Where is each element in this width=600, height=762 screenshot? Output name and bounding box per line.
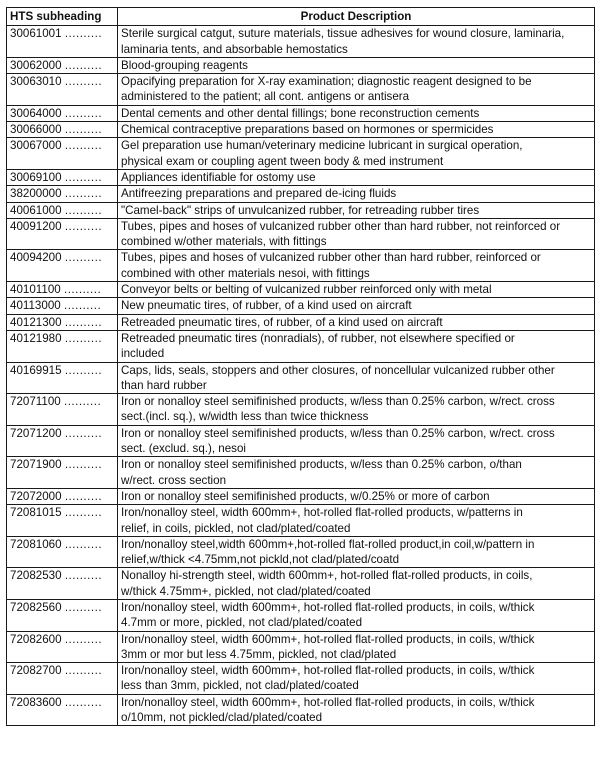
product-description-line: Iron or nonalloy steel semifinished products, w/less than 0.25% carbon, w/rect. cross — [121, 395, 555, 409]
product-description-cell — [118, 202, 595, 218]
hts-code-cell — [7, 394, 118, 426]
hts-code-cell — [7, 488, 118, 504]
product-description-cell — [118, 457, 595, 489]
dot-leader: .......... — [64, 537, 103, 551]
hts-product-table — [6, 7, 595, 726]
hts-code: 72083600 — [10, 695, 62, 709]
product-description-cell — [118, 57, 595, 73]
hts-code: 72082530 — [10, 569, 62, 583]
product-description-line: than hard rubber — [121, 378, 207, 392]
dot-leader: .......... — [64, 58, 103, 72]
table-row — [7, 694, 595, 726]
product-description-cell — [118, 362, 595, 394]
column-header-hts-subheading: HTS subheading — [7, 8, 118, 26]
dot-leader: .......... — [64, 203, 103, 217]
column-header-product-description: Product Description — [118, 8, 595, 26]
product-description-cell — [118, 122, 595, 138]
product-description-cell — [118, 505, 595, 537]
table-row — [7, 394, 595, 426]
hts-code: 30064000 — [10, 106, 62, 120]
product-description-line: Blood-grouping reagents — [121, 58, 248, 72]
product-description-line: relief,w/thick <4.75mm,not pickld,not clad/plated/coatd — [121, 553, 400, 567]
product-description-cell — [118, 169, 595, 185]
product-description-line: New pneumatic tires, of rubber, of a kind used on aircraft — [121, 299, 412, 313]
hts-code-cell — [7, 599, 118, 631]
product-description-cell — [118, 631, 595, 663]
table-row — [7, 362, 595, 394]
table-row — [7, 314, 595, 330]
product-description-cell — [118, 425, 595, 457]
table-row — [7, 282, 595, 298]
table-row — [7, 568, 595, 600]
dot-leader: .......... — [64, 695, 103, 709]
product-description-line: combined w/other materials, with fittings — [121, 235, 327, 249]
hts-code-cell — [7, 330, 118, 362]
product-description-cell — [118, 394, 595, 426]
hts-code-cell — [7, 57, 118, 73]
dot-leader: .......... — [64, 426, 103, 440]
hts-code-cell — [7, 568, 118, 600]
hts-code-cell — [7, 362, 118, 394]
hts-code: 40061000 — [10, 203, 62, 217]
product-description-cell — [118, 536, 595, 568]
product-description-line: Tubes, pipes and hoses of vulcanized rubber other than hard rubber, reinforced or — [121, 251, 541, 265]
table-row — [7, 298, 595, 314]
product-description-line: Chemical contraceptive preparations based on hormones or spermicides — [121, 123, 494, 137]
hts-code-cell — [7, 74, 118, 106]
table-row — [7, 218, 595, 250]
hts-code-cell — [7, 505, 118, 537]
product-description-line: Dental cements and other dental fillings; bone reconstruction cements — [121, 106, 480, 120]
product-description-line: Iron or nonalloy steel semifinished products, w/0.25% or more of carbon — [121, 489, 490, 503]
product-description-line: Tubes, pipes and hoses of vulcanized rubber other than hard rubber, not reinforced or — [121, 219, 561, 233]
hts-code: 40101100 — [10, 283, 61, 297]
table-row — [7, 105, 595, 121]
product-description-line: relief, in coils, pickled, not clad/plated/coated — [121, 521, 351, 535]
hts-code-cell — [7, 457, 118, 489]
table-row — [7, 138, 595, 170]
table-row — [7, 57, 595, 73]
product-description-line: w/rect. cross section — [121, 473, 227, 487]
dot-leader: .......... — [64, 187, 103, 201]
dot-leader: .......... — [64, 315, 103, 329]
product-description-cell — [118, 138, 595, 170]
product-description-line: Iron/nonalloy steel, width 600mm+, hot-rolled flat-rolled products, w/patterns in — [121, 506, 523, 520]
product-description-cell — [118, 488, 595, 504]
product-description-cell — [118, 330, 595, 362]
product-description-line: Iron/nonalloy steel, width 600mm+, hot-rolled flat-rolled products, in coils, w/thick — [121, 600, 535, 614]
product-description-line: Iron or nonalloy steel semifinished products, w/less than 0.25% carbon, w/rect. cross — [121, 426, 555, 440]
table-row — [7, 330, 595, 362]
hts-code-cell — [7, 26, 118, 58]
table-row — [7, 425, 595, 457]
hts-code-cell — [7, 169, 118, 185]
hts-code: 30061001 — [10, 27, 62, 41]
product-description-line: less than 3mm, pickled, not clad/plated/coated — [121, 679, 359, 693]
hts-code: 40121300 — [10, 315, 62, 329]
table-row — [7, 169, 595, 185]
table-row — [7, 122, 595, 138]
hts-code: 40091200 — [10, 219, 62, 233]
hts-code-cell — [7, 282, 118, 298]
product-description-cell — [118, 298, 595, 314]
hts-code: 72072000 — [10, 489, 62, 503]
hts-code-cell — [7, 631, 118, 663]
hts-code: 40113000 — [10, 299, 61, 313]
hts-code: 72071100 — [10, 395, 61, 409]
product-description-line: o/10mm, not pickled/clad/plated/coated — [121, 711, 323, 725]
product-description-line: administered to the patient; all cont. antigens or antisera — [121, 90, 410, 104]
dot-leader: .......... — [64, 123, 103, 137]
dot-leader: .......... — [64, 219, 103, 233]
table-header-row — [7, 8, 595, 26]
dot-leader: .......... — [64, 600, 103, 614]
product-description-cell — [118, 105, 595, 121]
product-description-line: 4.7mm or more, pickled, not clad/plated/coated — [121, 616, 363, 630]
product-description-line: Iron or nonalloy steel semifinished products, w/less than 0.25% carbon, o/than — [121, 458, 522, 472]
hts-code-cell — [7, 694, 118, 726]
hts-code: 38200000 — [10, 187, 62, 201]
dot-leader: .......... — [64, 331, 103, 345]
product-description-cell — [118, 218, 595, 250]
hts-code-cell — [7, 122, 118, 138]
product-description-cell — [118, 694, 595, 726]
hts-table-document — [6, 7, 594, 726]
hts-code: 40121980 — [10, 331, 62, 345]
hts-code: 72082560 — [10, 600, 62, 614]
product-description-cell — [118, 282, 595, 298]
product-description-line: Appliances identifiable for ostomy use — [121, 170, 316, 184]
product-description-line: Retreaded pneumatic tires (nonradials), of rubber, not elsewhere specified or — [121, 331, 515, 345]
product-description-line: Retreaded pneumatic tires, of rubber, of a kind used on aircraft — [121, 315, 443, 329]
hts-code: 72071900 — [10, 458, 62, 472]
hts-code-cell — [7, 536, 118, 568]
dot-leader: .......... — [64, 75, 103, 89]
product-description-cell — [118, 568, 595, 600]
hts-code: 72081060 — [10, 537, 62, 551]
table-row — [7, 202, 595, 218]
hts-code: 72082600 — [10, 632, 62, 646]
product-description-line: Iron/nonalloy steel, width 600mm+, hot-rolled flat-rolled products, in coils, w/thick — [121, 695, 535, 709]
dot-leader: .......... — [64, 363, 103, 377]
dot-leader: .......... — [64, 458, 103, 472]
product-description-line: Iron/nonalloy steel,width 600mm+,hot-rolled flat-rolled product,in coil,w/pattern in — [121, 537, 535, 551]
hts-code-cell — [7, 186, 118, 202]
product-description-line: laminaria tents, and absorbable hemostatics — [121, 42, 348, 56]
hts-code-cell — [7, 663, 118, 695]
product-description-line: sect.(incl. sq.), w/width less than twice thickness — [121, 410, 369, 424]
hts-code: 72071200 — [10, 426, 62, 440]
hts-code: 30062000 — [10, 58, 62, 72]
table-row — [7, 186, 595, 202]
product-description-cell — [118, 250, 595, 282]
dot-leader: .......... — [64, 489, 103, 503]
product-description-line: 3mm or mor but less 4.75mm, pickled, not clad/plated — [121, 647, 397, 661]
table-row — [7, 536, 595, 568]
product-description-line: included — [121, 347, 165, 361]
dot-leader: .......... — [64, 106, 103, 120]
hts-code: 30069100 — [10, 170, 62, 184]
hts-code: 30067000 — [10, 139, 62, 153]
product-description-cell — [118, 599, 595, 631]
hts-code: 30066000 — [10, 123, 62, 137]
dot-leader: .......... — [64, 569, 103, 583]
product-description-line: Gel preparation use human/veterinary medicine lubricant in surgical operation, — [121, 139, 523, 153]
hts-code-cell — [7, 138, 118, 170]
hts-code: 40094200 — [10, 251, 62, 265]
product-description-cell — [118, 74, 595, 106]
hts-code-cell — [7, 105, 118, 121]
hts-code-cell — [7, 202, 118, 218]
table-row — [7, 663, 595, 695]
product-description-line: combined with other materials nesoi, with fittings — [121, 266, 370, 280]
dot-leader: .......... — [64, 251, 103, 265]
table-row — [7, 505, 595, 537]
product-description-cell — [118, 26, 595, 58]
product-description-line: Conveyor belts or belting of vulcanized rubber reinforced only with metal — [121, 283, 492, 297]
table-row — [7, 631, 595, 663]
dot-leader: .......... — [64, 139, 103, 153]
dot-leader: .......... — [64, 170, 103, 184]
product-description-line: Sterile surgical catgut, suture materials, tissue adhesives for wound closure, laminaria, — [121, 27, 565, 41]
table-row — [7, 74, 595, 106]
product-description-line: sect. (exclud. sq.), nesoi — [121, 442, 247, 456]
table-row — [7, 488, 595, 504]
product-description-line: Antifreezing preparations and prepared de-icing fluids — [121, 187, 397, 201]
hts-code-cell — [7, 314, 118, 330]
product-description-line: Caps, lids, seals, stoppers and other closures, of noncellular vulcanized rubber other — [121, 363, 555, 377]
hts-code-cell — [7, 218, 118, 250]
product-description-line: Nonalloy hi-strength steel, width 600mm+, hot-rolled flat-rolled products, in coils, — [121, 569, 533, 583]
dot-leader: .......... — [64, 664, 103, 678]
table-row — [7, 250, 595, 282]
product-description-line: Iron/nonalloy steel, width 600mm+, hot-rolled flat-rolled products, in coils, w/thick — [121, 664, 535, 678]
dot-leader: .......... — [63, 395, 102, 409]
product-description-line: Iron/nonalloy steel, width 600mm+, hot-rolled flat-rolled products, in coils, w/thick — [121, 632, 535, 646]
table-row — [7, 26, 595, 58]
dot-leader: .......... — [64, 27, 103, 41]
hts-code: 30063010 — [10, 75, 62, 89]
dot-leader: .......... — [63, 283, 102, 297]
product-description-cell — [118, 314, 595, 330]
table-row — [7, 457, 595, 489]
hts-code-cell — [7, 250, 118, 282]
product-description-line: Opacifying preparation for X-ray examination; diagnostic reagent designed to be — [121, 75, 532, 89]
hts-code-cell — [7, 298, 118, 314]
dot-leader: .......... — [63, 299, 102, 313]
dot-leader: .......... — [64, 506, 103, 520]
product-description-line: "Camel-back" strips of unvulcanized rubber, for retreading rubber tires — [121, 203, 480, 217]
hts-code: 72081015 — [10, 506, 62, 520]
product-description-cell — [118, 663, 595, 695]
product-description-line: physical exam or coupling agent tween body & med instrument — [121, 154, 444, 168]
hts-code: 40169915 — [10, 363, 62, 377]
hts-code: 72082700 — [10, 664, 62, 678]
hts-code-cell — [7, 425, 118, 457]
table-row — [7, 599, 595, 631]
table-body — [7, 26, 595, 726]
dot-leader: .......... — [64, 632, 103, 646]
product-description-cell — [118, 186, 595, 202]
product-description-line: w/thick 4.75mm+, pickled, not clad/plated/coated — [121, 584, 371, 598]
